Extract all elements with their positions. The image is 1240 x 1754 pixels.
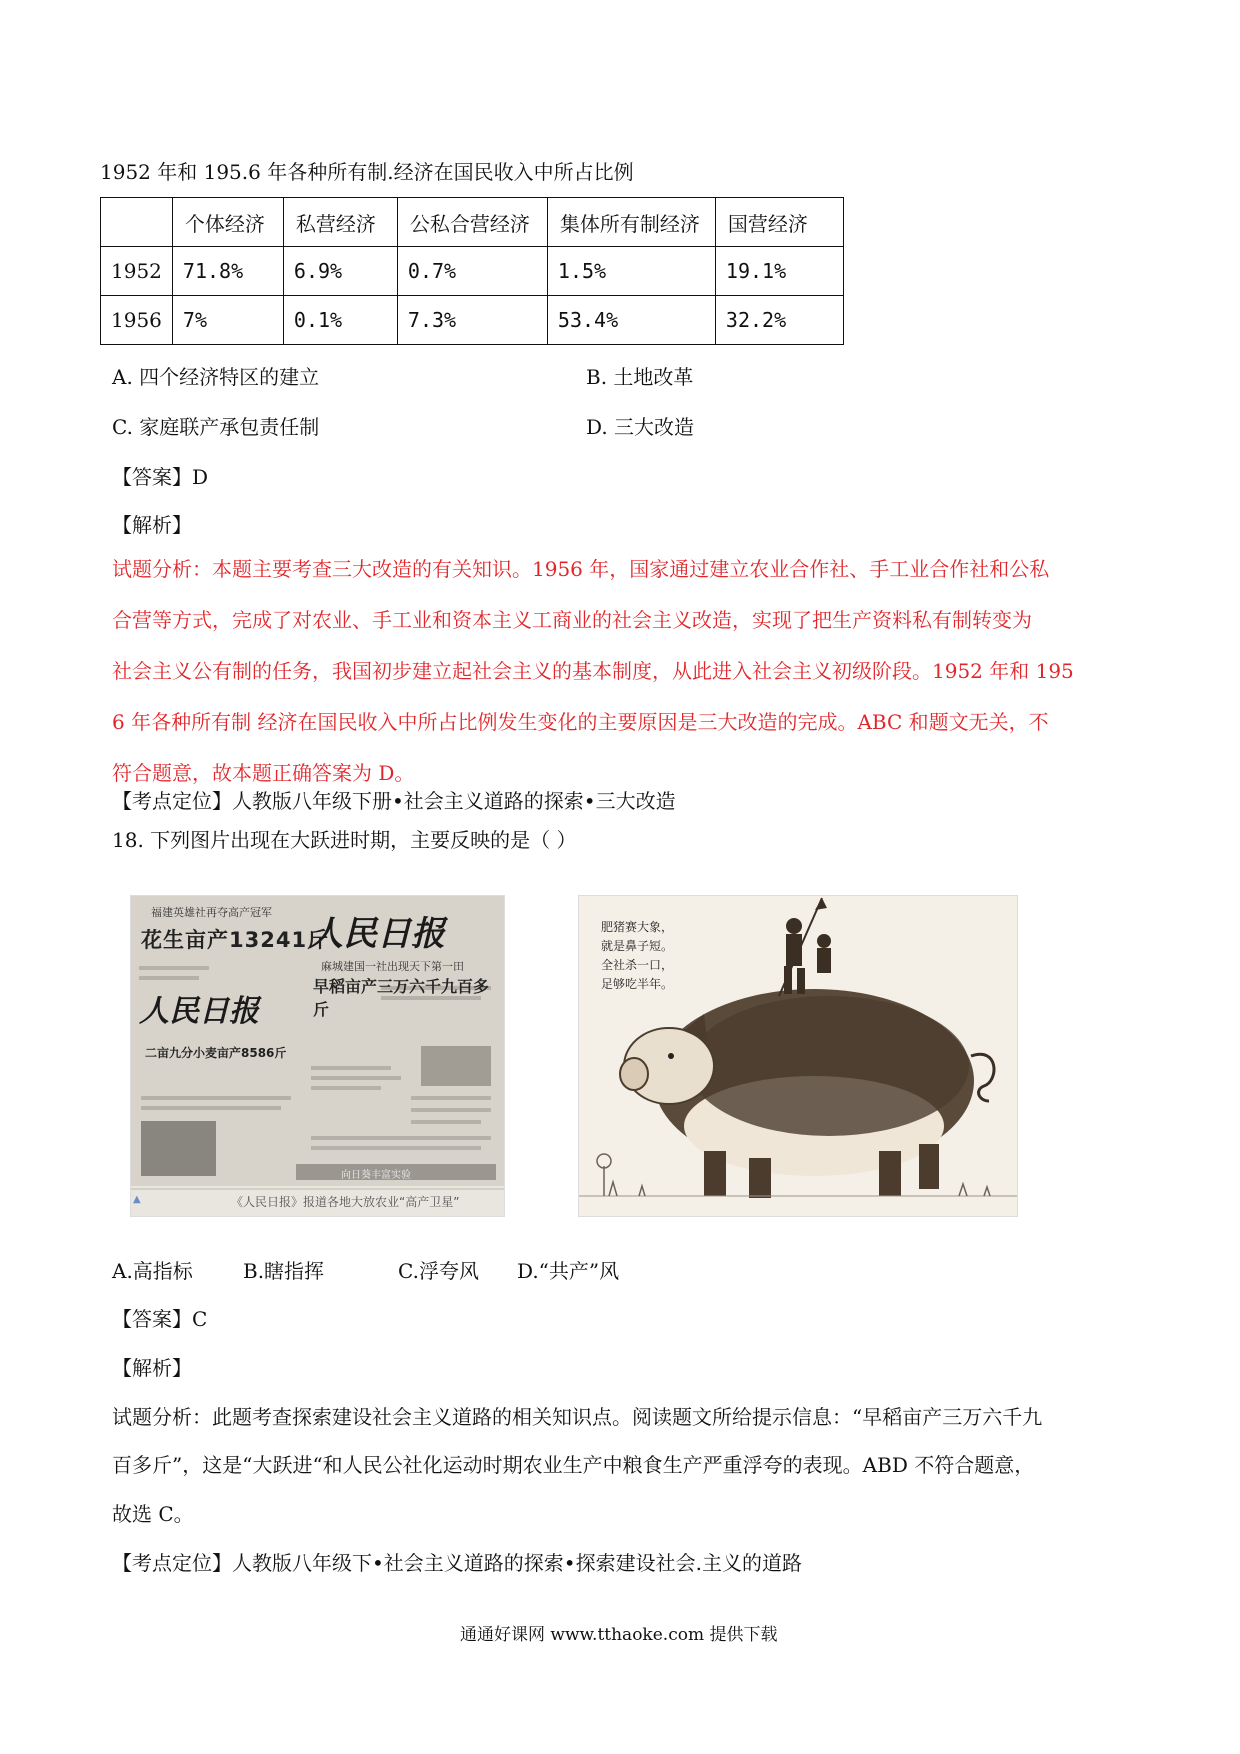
newspaper-caption: 《人民日报》报道各地大放农业“高产卫星”	[231, 1195, 460, 1209]
table-cell: 7%	[172, 296, 283, 345]
table-header-cell: 国营经济	[715, 198, 843, 247]
table-cell: 1952	[101, 247, 173, 296]
cartoon-poem-line: 肥猪赛大象，	[601, 920, 674, 934]
newspaper-bottom-text: 向日葵丰富实验	[341, 1170, 411, 1181]
option-a: A. 四个经济特区的建立	[112, 365, 320, 389]
table-header-cell: 公私合营经济	[397, 198, 547, 247]
analysis-line: 合营等方式，完成了对农业、手工业和资本主义工商业的社会主义改造，实现了把生产资料私有制转变为	[112, 608, 1032, 632]
analysis-line: 6 年各种所有制 经济在国民收入中所占比例发生变化的主要原因是三大改造的完成。ABC 和题文无关，不	[112, 710, 1049, 734]
option-b: B. 土地改革	[586, 365, 694, 389]
triangle-icon: ▲	[133, 1194, 141, 1205]
answer-label: 【答案】C	[112, 1307, 208, 1331]
table-header-cell: 个体经济	[172, 198, 283, 247]
newspaper-subhead: 二亩九分小麦亩产8586斤	[145, 1046, 287, 1060]
newspaper-image	[130, 895, 505, 1217]
analysis-line: 符合题意，故本题正确答案为 D。	[112, 761, 415, 785]
table-row	[101, 247, 844, 296]
table-cell: 6.9%	[283, 247, 397, 296]
newspaper-subhead: 早稻亩产三万六千九百多斤	[313, 977, 490, 1019]
table-header-row	[101, 198, 844, 247]
analysis-line: 百多斤”，这是“大跃进“和人民公社化运动时期农业生产中粮食生产严重浮夸的表现。ABD 不符合题意，	[112, 1453, 1035, 1477]
option-a: A.高指标	[112, 1259, 193, 1283]
newspaper-subhead: 麻城建国一社出现天下第一田	[321, 960, 464, 973]
analysis-line: 故选 C。	[112, 1502, 194, 1526]
table-header-cell	[101, 198, 173, 247]
kaodian-label: 【考点定位】人教版八年级下•社会主义道路的探索•探索建设社会.主义的道路	[112, 1551, 802, 1575]
option-d: D. 三大改造	[586, 415, 695, 439]
newspaper-top-banner: 福建英雄社再夺高产冠军	[151, 906, 272, 919]
analysis-line: 试题分析：此题考查探索建设社会主义道路的相关知识点。阅读题文所给提示信息：“早稻亩产三万六千九	[112, 1405, 1043, 1429]
table-cell: 53.4%	[547, 296, 715, 345]
table-cell: 32.2%	[715, 296, 843, 345]
analysis-label: 【解析】	[112, 513, 192, 537]
table-cell: 71.8%	[172, 247, 283, 296]
analysis-line: 社会主义公有制的任务，我国初步建立起社会主义的基本制度，从此进入社会主义初级阶段。1952 年和 195	[112, 659, 1074, 683]
table-cell: 19.1%	[715, 247, 843, 296]
cartoon-poem-line: 足够吃半年。	[601, 977, 674, 991]
question-stem: 18. 下列图片出现在大跃进时期，主要反映的是（ ）	[112, 828, 577, 852]
option-c: C. 家庭联产承包责任制	[112, 415, 320, 439]
option-b: B.瞎指挥	[243, 1259, 325, 1283]
footer-text: 通通好课网 www.tthaoke.com 提供下载	[460, 1625, 778, 1645]
answer-label: 【答案】D	[112, 465, 209, 489]
table-header-cell: 集体所有制经济	[547, 198, 715, 247]
newspaper-masthead: 人民日报	[309, 914, 445, 954]
table-row	[101, 296, 844, 345]
table-cell: 7.3%	[397, 296, 547, 345]
kaodian-label: 【考点定位】人教版八年级下册•社会主义道路的探索•三大改造	[112, 789, 676, 813]
pig-cartoon-image	[578, 895, 1018, 1217]
table-caption: 1952 年和 195.6 年各种所有制.经济在国民收入中所占比例	[100, 160, 634, 184]
cartoon-poem	[601, 918, 673, 994]
newspaper-headline: 花生亩产13241斤	[141, 928, 330, 952]
table-cell: 0.1%	[283, 296, 397, 345]
table-cell: 1.5%	[547, 247, 715, 296]
newspaper-masthead-2: 人民日报	[139, 994, 259, 1029]
cartoon-poem-line: 就是鼻子短。	[601, 939, 674, 953]
analysis-text	[112, 555, 1132, 810]
analysis-line: 试题分析：本题主要考查三大改造的有关知识。1956 年，国家通过建立农业合作社、手工业合作社和公私	[112, 557, 1050, 581]
table-cell: 1956	[101, 296, 173, 345]
analysis-label: 【解析】	[112, 1356, 192, 1380]
table-header-cell: 私营经济	[283, 198, 397, 247]
option-d: D.“共产”风	[517, 1259, 620, 1283]
cartoon-poem-line: 全社杀一口，	[601, 958, 674, 972]
option-c: C.浮夸风	[398, 1259, 479, 1283]
income-share-table	[100, 197, 844, 345]
table-cell: 0.7%	[397, 247, 547, 296]
